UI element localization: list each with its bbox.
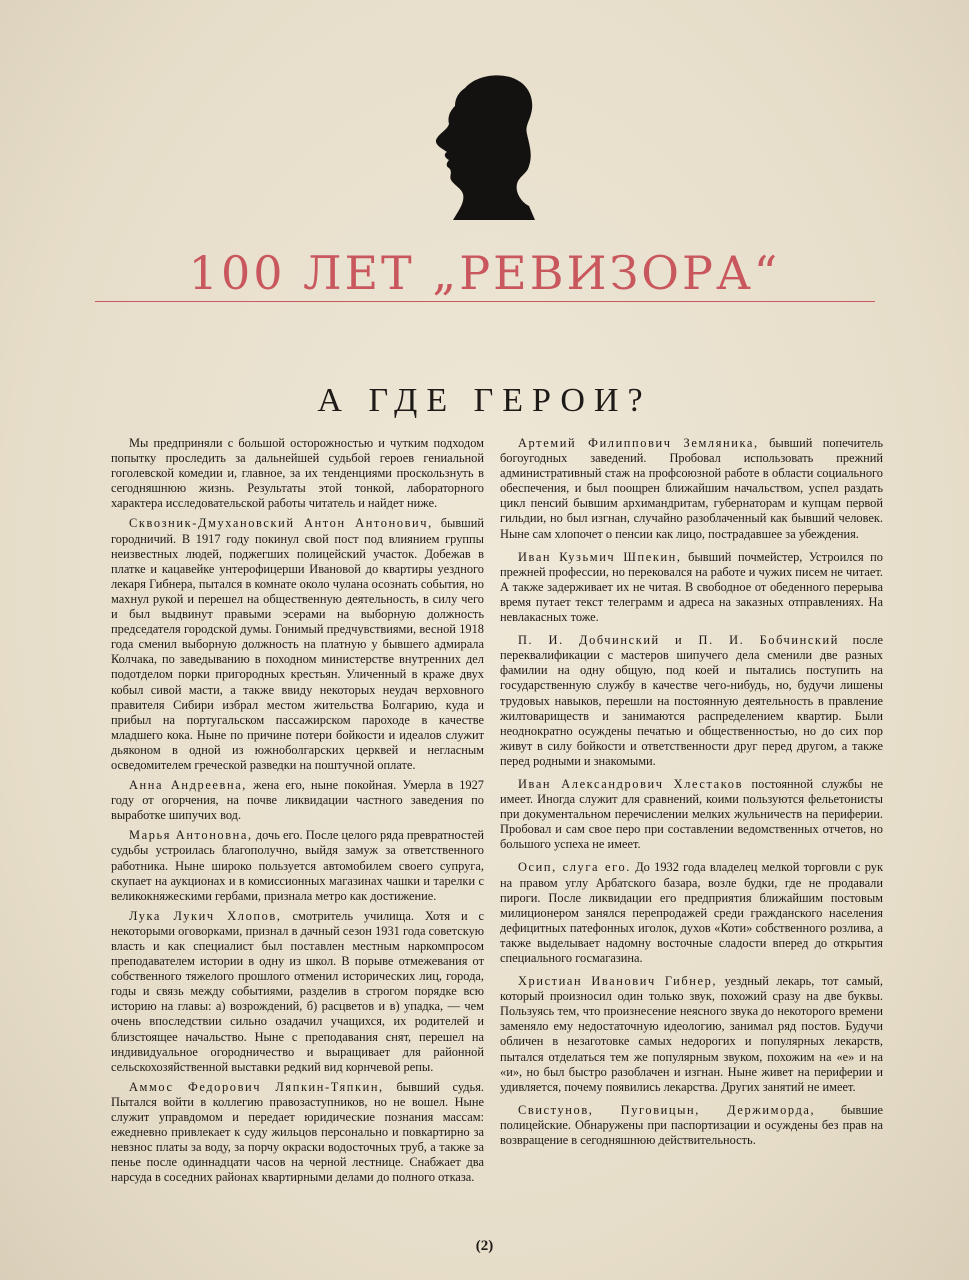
character-name: Артемий Филиппович Земляника, [518, 436, 759, 450]
character-paragraph [111, 828, 484, 903]
right-column [500, 436, 883, 1153]
page-title: 100 ЛЕТ „РЕВИЗОРА“ [188, 246, 781, 300]
character-name: Свистунов, Пуговицын, Держиморда, [518, 1102, 816, 1117]
left-column [111, 436, 484, 1191]
character-name: Христиан Иванович Гибнер, [518, 974, 718, 989]
character-text: До 1932 года владелец мелкой торговли с рук на правом углу Арбатского базара, возле будки, где не продавали пироги. После ликвидации его предприятия ближайшим постовым милиционером занялся перепродажей среди гражданского населения дефицитных патефонных иголок, духов «Коти» собственного розлива, а также выделывает надомну восточные сладости вперед до открытия специального госмагазина. [500, 860, 883, 965]
character-paragraph [111, 778, 484, 823]
character-paragraph [500, 777, 883, 852]
character-name: Сквозник-Дмухановский Антон Антонович, [129, 516, 433, 531]
character-name: Лука Лукич Хлопов, [129, 908, 282, 923]
character-text: уездный лекарь, тот самый, который произносил один только звук, похожий сразу на две буквы. Пользуясь тем, что произнесение неясного звука до некоторого времени заменяло ему недостаточную идеологию, занимал ряд постов. Будучи обличен в незаготовке самых недорогих и популярных лекарств, пытался отделаться тем же популярным звуком, похожим на «е» и на «и», но был быстро разоблачен и изгнан. Ныне живет на периферии и удивляется, почему появились лекарства. Других занятий не имеет. [500, 974, 883, 1094]
character-text: дочь его. После целого ряда превратностей судьбы устроилась благополучно, выйдя замуж за ответственного работника. Ныне широко пользуется автомобилем своего супруга, скупает на аукционах и в комиссионных магазинах чашки и тарелки с великокняжескими гербами, признала метро как достижение. [111, 828, 484, 903]
character-name: Аммос Федорович Ляпкин-Тяпкин, [129, 1079, 384, 1094]
character-name: Осип, слуга его. [518, 860, 631, 875]
character-text: после переквалификации с мастеров шипучего дела сменили две разных фамилии на одну общую, под коей и пытались поступить на государственную службу в качестве чего-нибудь, но, будучи лишены трудовых навыков, перешли на постоянную деятельность в правление жилтовариществ и занимаются распределением квартир. Были неоднократно осуждены печатью и общественностью, но до сих пор живут в силу бойкости и ответственности друг перед другом, а также перед родными и знакомыми. [500, 633, 883, 768]
character-paragraph [500, 860, 883, 966]
character-paragraph [111, 516, 484, 773]
character-name: Иван Кузьмич Шпекин, [518, 549, 682, 564]
character-name: Марья Антоновна, [129, 828, 253, 843]
article-heading: А ГДЕ ГЕРОИ? [317, 382, 652, 419]
character-text: бывший судья. Пытался войти в коллегию правозаступников, но не вошел. Ныне служит управдомом и передает юридические познания массам: ежедневно привлекает к суду жильцов персонально и повкартирно за невзнос платы за воду, за порчу окраски водосточных труб, а также за пенье после одиннадцати часов на черной лестнице. Снабжает два нарсуда в соседних районах квартирными делами до полного отказа. [111, 1079, 484, 1185]
character-text: жена его, ныне покойная. Умерла в 1927 году от огорчения, на почве ликвидации частного заведения по выработке шипучих вод. [111, 778, 485, 823]
character-paragraph [500, 974, 883, 1095]
character-paragraph [500, 633, 883, 769]
character-text: смотритель училища. Хотя и с некоторыми оговорками, признал в дачный сезон 1931 года советскую власть и как специалист был поставлен местным наркомпросом преподавателем истории в одну из школ. В порыве отмежевания от собственного тяжелого прошлого отменил исторических лиц, города, годы и связь между событиями, разделив в строгом порядке всю историю на главы: а) возрождений, б) расцветов и в) упадка, — чем очень впоследствии сильно озадачил учащихся, их родителей и близстоящее начальство. Ныне с преподавания снят, перешел на индивидуальное огородничество и выращивает для районной сельскохозяйственной выставки редкий вид корнчевой репы. [111, 908, 485, 1074]
character-text: бывший городничий. В 1917 году покинул свой пост под влиянием группы неизвестных людей, поджегших полицейский участок. Добежав в платке и кацавейке унтерофицерши Ивановой до квартиры уездного лекаря Гибнера, пытался в комнате около чулана осознать события, но махнул рукой и перешел на общественную деятельность, в силу чего и был выдвинут правыми эсерами на выборную должность председателя городской думы. Гонимый предчувствиями, весной 1918 года сменил выборную должность на платную у бывшего адмирала Колчака, по заведыванию в походном министерстве внутренних дел подотделом порки пригородных крестьян. Уличенный в краже двух кобыл сивой масти, а также ввиду некоторых неудач верховного правителя Сибири избрал местом жительства Болгарию, куда и прибыл на португальском пассажирском пароходе в качестве младшего кока. Ныне по причине потери бойкости и идеалов служит дьяконом в одной из южноболгарских церквей и негласным осведомителем греческой разведки на поштучной оплате. [111, 516, 484, 772]
character-name: Анна Андреевна, [129, 778, 248, 793]
intro-paragraph: Мы предприняли с большой осторожностью и чутким подходом попытку проследить за дальнейшей судьбой героев гениальной гоголевской комедии и, главное, за их тенденциями проскользнуть в сегодняшнюю жизнь. Результаты этой тонкой, лабораторного характера исследовательской работы читатель и найдет ниже. [111, 436, 484, 511]
page-number: (2) [475, 1238, 494, 1254]
character-paragraph [500, 550, 883, 625]
character-paragraph [111, 1080, 484, 1186]
character-name: Иван Александрович Хлестаков [518, 776, 744, 791]
character-text: бывшие полицейские. Обнаружены при паспортизации и осуждены без прав на возвращение в сегодняшнюю действительность. [500, 1102, 883, 1148]
character-paragraph [500, 1103, 883, 1148]
character-text: бывший почмейстер, Устроился по прежней профессии, но перековался на работе и чужих писем не читает. А также задерживает их не читая. В свободное от обеденного перерыва время путает текст телеграмм и адреса на заказных отправлениях. На невлакасных тоже. [500, 549, 883, 625]
character-paragraph [500, 436, 883, 542]
character-name: П. И. Добчинский и П. И. Бобчинский [518, 633, 839, 648]
gogol-silhouette-icon [425, 70, 545, 220]
title-divider [95, 301, 875, 302]
character-text: постоянной службы не имеет. Иногда служит для сравнений, коими пользуются фельетонисты при документальном перечислении мелких жульничеств на периферии. Пробовал и сам свое перо при составлении ведомственных отчетов, но большого успеха не имеет. [500, 776, 883, 852]
character-text: бывший попечитель богоугодных заведений. Пробовал использовать прежний административный стаж на профсоюзной работе в области социального обеспечения, и был поощрен ближайшим начальством, успел раздать цикл пенсий бывшим архимандритам, губернаторам и купцам первой гильдии, но был изгнан, случайно разоблаченный как бывший человек. Ныне сам хлопочет о пенсии как лицо, пострадавшее за убеждения. [500, 436, 883, 541]
character-paragraph [111, 909, 484, 1075]
